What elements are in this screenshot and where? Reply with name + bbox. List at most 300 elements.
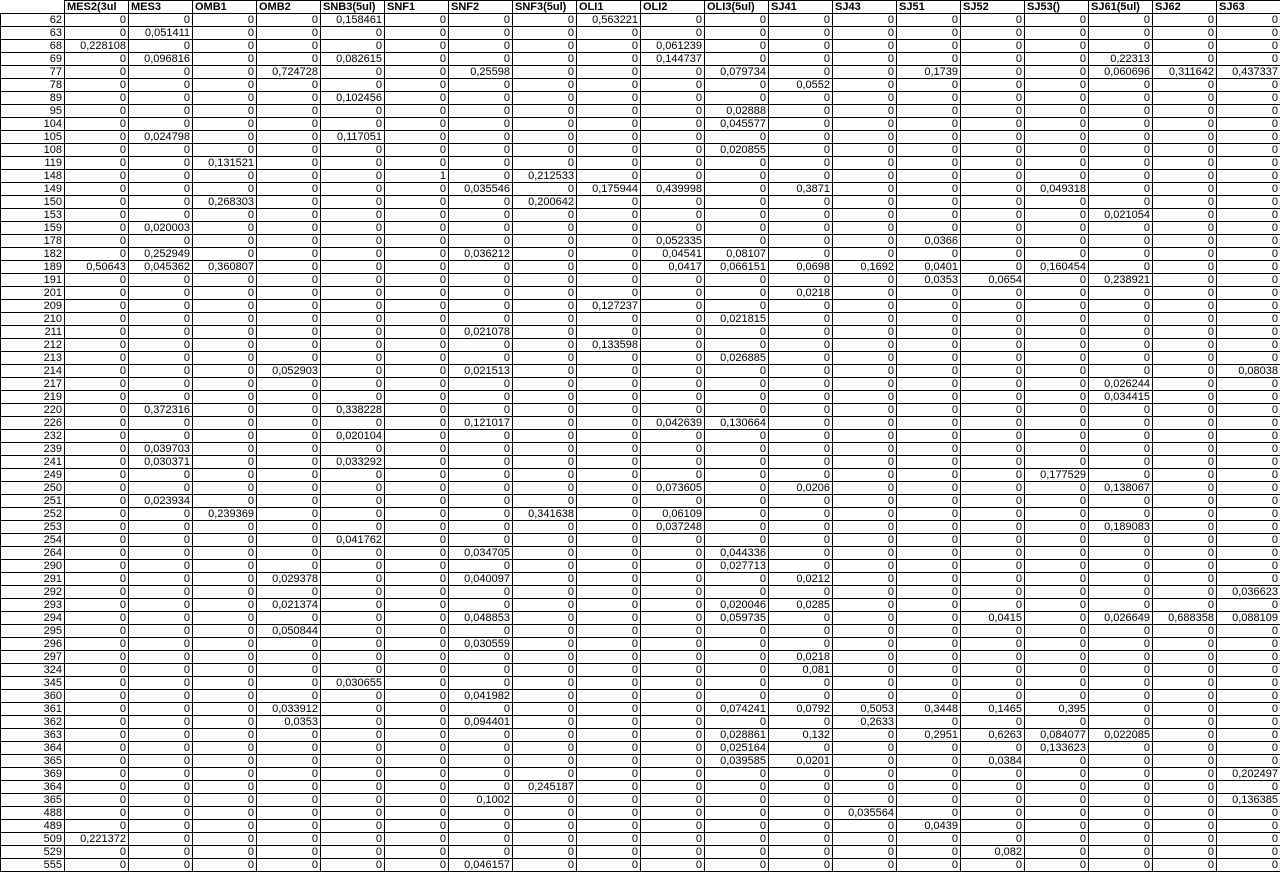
value-cell[interactable]: 0 [257,664,321,677]
value-cell[interactable]: 0 [513,248,577,261]
value-cell[interactable]: 0 [705,209,769,222]
value-cell[interactable]: 0 [961,482,1025,495]
row-id-cell[interactable]: 150 [1,196,65,209]
value-cell[interactable]: 0 [961,313,1025,326]
value-cell[interactable]: 0 [577,807,641,820]
value-cell[interactable]: 0 [385,417,449,430]
value-cell[interactable]: 0 [769,690,833,703]
value-cell[interactable]: 0 [705,170,769,183]
value-cell[interactable]: 0 [321,690,385,703]
value-cell[interactable]: 0 [769,391,833,404]
value-cell[interactable]: 0,0218 [769,651,833,664]
value-cell[interactable]: 0 [1217,547,1280,560]
value-cell[interactable]: 0 [129,391,193,404]
value-cell[interactable]: 0 [1217,131,1280,144]
value-cell[interactable]: 0 [1153,287,1217,300]
value-cell[interactable]: 0 [961,300,1025,313]
value-cell[interactable]: 0 [193,443,257,456]
value-cell[interactable]: 0 [705,716,769,729]
value-cell[interactable]: 0 [1025,586,1089,599]
row-id-cell[interactable]: 212 [1,339,65,352]
row-id-cell[interactable]: 297 [1,651,65,664]
value-cell[interactable]: 0 [1217,638,1280,651]
value-cell[interactable]: 0 [193,638,257,651]
value-cell[interactable]: 0 [897,443,961,456]
value-cell[interactable]: 0 [449,157,513,170]
value-cell[interactable]: 0 [1025,53,1089,66]
value-cell[interactable]: 0 [641,222,705,235]
value-cell[interactable]: 0 [1089,807,1153,820]
value-cell[interactable]: 0 [769,794,833,807]
value-cell[interactable]: 0,094401 [449,716,513,729]
value-cell[interactable]: 0 [257,547,321,560]
value-cell[interactable]: 0 [833,638,897,651]
value-cell[interactable]: 0 [961,53,1025,66]
value-cell[interactable]: 0 [65,794,129,807]
row-id-cell[interactable]: 239 [1,443,65,456]
value-cell[interactable]: 0 [449,287,513,300]
value-cell[interactable]: 0 [833,534,897,547]
value-cell[interactable]: 0 [1217,196,1280,209]
value-cell[interactable]: 0 [193,625,257,638]
value-cell[interactable]: 0 [513,313,577,326]
value-cell[interactable]: 0 [897,40,961,53]
value-cell[interactable]: 0 [897,469,961,482]
value-cell[interactable]: 0 [577,742,641,755]
value-cell[interactable]: 0,023934 [129,495,193,508]
value-cell[interactable]: 0 [1025,677,1089,690]
value-cell[interactable]: 0 [65,183,129,196]
value-cell[interactable]: 0,239369 [193,508,257,521]
value-cell[interactable]: 0 [449,40,513,53]
row-id-cell[interactable]: 226 [1,417,65,430]
row-id-cell[interactable]: 361 [1,703,65,716]
value-cell[interactable]: 0 [769,508,833,521]
value-cell[interactable]: 0 [321,846,385,859]
value-cell[interactable]: 0 [129,625,193,638]
value-cell[interactable]: 0 [833,40,897,53]
value-cell[interactable]: 0,3871 [769,183,833,196]
value-cell[interactable]: 0 [513,833,577,846]
value-cell[interactable]: 0 [769,716,833,729]
value-cell[interactable]: 0 [513,638,577,651]
value-cell[interactable]: 0 [1217,651,1280,664]
row-id-cell[interactable]: 77 [1,66,65,79]
value-cell[interactable]: 0 [641,833,705,846]
value-cell[interactable]: 0 [257,781,321,794]
value-cell[interactable]: 0 [705,456,769,469]
value-cell[interactable]: 0,051411 [129,27,193,40]
value-cell[interactable]: 0 [385,742,449,755]
value-cell[interactable]: 0 [513,690,577,703]
value-cell[interactable]: 0,030559 [449,638,513,651]
value-cell[interactable]: 0 [833,859,897,872]
value-cell[interactable]: 0 [1089,820,1153,833]
value-cell[interactable]: 0 [1089,664,1153,677]
value-cell[interactable]: 0 [641,456,705,469]
value-cell[interactable]: 0 [577,690,641,703]
value-cell[interactable]: 0,030655 [321,677,385,690]
value-cell[interactable]: 0 [1089,794,1153,807]
row-id-cell[interactable]: 119 [1,157,65,170]
value-cell[interactable]: 0 [193,40,257,53]
value-cell[interactable]: 0 [65,131,129,144]
value-cell[interactable]: 0,311642 [1153,66,1217,79]
value-cell[interactable]: 0 [449,651,513,664]
value-cell[interactable]: 0 [769,196,833,209]
value-cell[interactable]: 0 [321,599,385,612]
value-cell[interactable]: 0 [193,456,257,469]
value-cell[interactable]: 0 [577,27,641,40]
row-id-cell[interactable]: 488 [1,807,65,820]
value-cell[interactable]: 0 [1025,664,1089,677]
value-cell[interactable]: 0 [577,144,641,157]
value-cell[interactable]: 0 [961,131,1025,144]
value-cell[interactable]: 0 [449,235,513,248]
value-cell[interactable]: 0 [65,664,129,677]
value-cell[interactable]: 0,02888 [705,105,769,118]
value-cell[interactable]: 0 [769,40,833,53]
value-cell[interactable]: 0,041982 [449,690,513,703]
value-cell[interactable]: 0 [641,820,705,833]
value-cell[interactable]: 0 [129,274,193,287]
value-cell[interactable]: 0 [833,79,897,92]
value-cell[interactable]: 0 [705,781,769,794]
value-cell[interactable]: 0 [193,664,257,677]
value-cell[interactable]: 0,082615 [321,53,385,66]
value-cell[interactable]: 0 [769,612,833,625]
value-cell[interactable]: 0,08107 [705,248,769,261]
value-cell[interactable]: 0 [257,391,321,404]
value-cell[interactable]: 0 [1217,560,1280,573]
value-cell[interactable]: 0 [321,495,385,508]
value-cell[interactable]: 0,25598 [449,66,513,79]
value-cell[interactable]: 0 [1153,625,1217,638]
value-cell[interactable]: 0 [1153,742,1217,755]
value-cell[interactable]: 0 [577,131,641,144]
value-cell[interactable]: 0 [385,846,449,859]
value-cell[interactable]: 0 [1153,144,1217,157]
value-cell[interactable]: 0 [961,651,1025,664]
value-cell[interactable]: 0 [257,105,321,118]
row-id-cell[interactable]: 364 [1,781,65,794]
row-id-cell[interactable]: 62 [1,14,65,27]
value-cell[interactable]: 0 [65,144,129,157]
value-cell[interactable]: 0 [193,612,257,625]
value-cell[interactable]: 0 [385,326,449,339]
value-cell[interactable]: 0 [897,14,961,27]
value-cell[interactable]: 0 [1025,326,1089,339]
value-cell[interactable]: 0 [449,469,513,482]
value-cell[interactable]: 0 [833,404,897,417]
value-cell[interactable]: 0 [257,40,321,53]
value-cell[interactable]: 0 [449,755,513,768]
value-cell[interactable]: 0 [897,183,961,196]
value-cell[interactable]: 0 [65,456,129,469]
value-cell[interactable]: 0 [961,573,1025,586]
value-cell[interactable]: 0,131521 [193,157,257,170]
value-cell[interactable]: 0 [961,14,1025,27]
value-cell[interactable]: 0 [385,508,449,521]
column-header[interactable]: SNF3(5ul) [513,1,577,14]
value-cell[interactable]: 0 [513,625,577,638]
value-cell[interactable]: 0 [1153,690,1217,703]
value-cell[interactable]: 0 [1089,235,1153,248]
value-cell[interactable]: 0 [385,469,449,482]
value-cell[interactable]: 0 [577,313,641,326]
value-cell[interactable]: 0 [513,53,577,66]
value-cell[interactable]: 0 [705,664,769,677]
value-cell[interactable]: 0,252949 [129,248,193,261]
value-cell[interactable]: 0 [321,625,385,638]
value-cell[interactable]: 0 [1025,391,1089,404]
value-cell[interactable]: 0 [577,586,641,599]
value-cell[interactable]: 0 [705,287,769,300]
value-cell[interactable]: 0 [321,755,385,768]
value-cell[interactable]: 0 [705,807,769,820]
value-cell[interactable]: 0 [833,586,897,599]
value-cell[interactable]: 0 [577,677,641,690]
value-cell[interactable]: 0 [1153,586,1217,599]
value-cell[interactable]: 0 [129,352,193,365]
value-cell[interactable]: 0 [1217,170,1280,183]
value-cell[interactable]: 0 [833,66,897,79]
value-cell[interactable]: 0 [577,521,641,534]
value-cell[interactable]: 0 [129,469,193,482]
value-cell[interactable]: 0 [705,521,769,534]
value-cell[interactable]: 0 [1153,729,1217,742]
value-cell[interactable]: 0 [705,157,769,170]
value-cell[interactable]: 0 [449,92,513,105]
row-id-cell[interactable]: 89 [1,92,65,105]
value-cell[interactable]: 0 [961,352,1025,365]
value-cell[interactable]: 0 [833,846,897,859]
row-id-cell[interactable]: 182 [1,248,65,261]
value-cell[interactable]: 0,0201 [769,755,833,768]
value-cell[interactable]: 0 [193,404,257,417]
value-cell[interactable]: 0 [1217,703,1280,716]
corner-cell[interactable] [1,1,65,14]
value-cell[interactable]: 0 [1217,287,1280,300]
value-cell[interactable]: 0 [897,534,961,547]
column-header[interactable]: SJ52 [961,1,1025,14]
value-cell[interactable]: 0 [1025,274,1089,287]
value-cell[interactable]: 0 [257,430,321,443]
value-cell[interactable]: 0 [897,222,961,235]
value-cell[interactable]: 0 [641,157,705,170]
value-cell[interactable]: 0 [513,339,577,352]
value-cell[interactable]: 0 [65,430,129,443]
value-cell[interactable]: 0 [193,105,257,118]
value-cell[interactable]: 0,021374 [257,599,321,612]
value-cell[interactable]: 0 [257,521,321,534]
value-cell[interactable]: 0 [129,859,193,872]
value-cell[interactable]: 0 [193,53,257,66]
value-cell[interactable]: 0 [1025,417,1089,430]
value-cell[interactable]: 0 [257,157,321,170]
value-cell[interactable]: 0 [513,573,577,586]
value-cell[interactable]: 0 [1217,27,1280,40]
value-cell[interactable]: 0 [385,66,449,79]
value-cell[interactable]: 0 [129,716,193,729]
value-cell[interactable]: 0 [1089,14,1153,27]
value-cell[interactable]: 0 [641,534,705,547]
value-cell[interactable]: 0,074241 [705,703,769,716]
value-cell[interactable]: 0,081 [769,664,833,677]
value-cell[interactable]: 0 [321,768,385,781]
value-cell[interactable]: 0 [385,716,449,729]
value-cell[interactable]: 0 [577,365,641,378]
value-cell[interactable]: 0,0366 [897,235,961,248]
value-cell[interactable]: 0 [641,443,705,456]
value-cell[interactable]: 0 [641,781,705,794]
value-cell[interactable]: 0 [641,716,705,729]
value-cell[interactable]: 0 [65,170,129,183]
value-cell[interactable]: 0 [449,833,513,846]
value-cell[interactable]: 0 [257,92,321,105]
value-cell[interactable]: 0 [1153,521,1217,534]
value-cell[interactable]: 0 [321,781,385,794]
value-cell[interactable]: 0 [641,300,705,313]
row-id-cell[interactable]: 291 [1,573,65,586]
value-cell[interactable]: 0 [1025,495,1089,508]
value-cell[interactable]: 0,052903 [257,365,321,378]
value-cell[interactable]: 0 [1025,443,1089,456]
value-cell[interactable]: 0 [577,560,641,573]
value-cell[interactable]: 0 [1153,638,1217,651]
value-cell[interactable]: 0 [641,703,705,716]
value-cell[interactable]: 0,042639 [641,417,705,430]
row-id-cell[interactable]: 250 [1,482,65,495]
value-cell[interactable]: 0 [257,846,321,859]
value-cell[interactable]: 0 [193,781,257,794]
value-cell[interactable]: 0 [1217,599,1280,612]
value-cell[interactable]: 0 [513,157,577,170]
value-cell[interactable]: 0 [705,53,769,66]
value-cell[interactable]: 0 [1217,495,1280,508]
value-cell[interactable]: 0 [897,131,961,144]
value-cell[interactable]: 0 [129,14,193,27]
value-cell[interactable]: 0 [1153,40,1217,53]
value-cell[interactable]: 0 [1089,79,1153,92]
value-cell[interactable]: 0 [897,456,961,469]
value-cell[interactable]: 0 [1153,131,1217,144]
value-cell[interactable]: 0 [513,391,577,404]
value-cell[interactable]: 0 [961,560,1025,573]
value-cell[interactable]: 0 [385,183,449,196]
value-cell[interactable]: 0 [1153,248,1217,261]
value-cell[interactable]: 0 [321,40,385,53]
value-cell[interactable]: 0 [1025,820,1089,833]
value-cell[interactable]: 0 [1089,326,1153,339]
value-cell[interactable]: 0 [449,79,513,92]
value-cell[interactable]: 0 [1089,170,1153,183]
value-cell[interactable]: 0 [1089,859,1153,872]
row-id-cell[interactable]: 201 [1,287,65,300]
row-id-cell[interactable]: 365 [1,755,65,768]
value-cell[interactable]: 0 [1217,534,1280,547]
value-cell[interactable]: 0 [385,534,449,547]
value-cell[interactable]: 0 [193,339,257,352]
value-cell[interactable]: 0 [897,196,961,209]
row-id-cell[interactable]: 149 [1,183,65,196]
value-cell[interactable]: 0 [641,677,705,690]
value-cell[interactable]: 0 [65,66,129,79]
value-cell[interactable]: 0 [1025,768,1089,781]
value-cell[interactable]: 0 [833,482,897,495]
value-cell[interactable]: 0 [961,183,1025,196]
value-cell[interactable]: 0 [1217,300,1280,313]
row-id-cell[interactable]: 489 [1,820,65,833]
value-cell[interactable]: 0 [769,807,833,820]
value-cell[interactable]: 0 [1025,859,1089,872]
value-cell[interactable]: 0 [641,794,705,807]
value-cell[interactable]: 0 [833,300,897,313]
value-cell[interactable]: 0 [897,79,961,92]
value-cell[interactable]: 0 [1089,638,1153,651]
value-cell[interactable]: 0 [1153,859,1217,872]
value-cell[interactable]: 0 [897,417,961,430]
value-cell[interactable]: 0 [449,508,513,521]
value-cell[interactable]: 0 [1025,378,1089,391]
value-cell[interactable]: 0 [961,79,1025,92]
value-cell[interactable]: 0 [1089,131,1153,144]
value-cell[interactable]: 0 [257,807,321,820]
value-cell[interactable]: 0 [769,274,833,287]
value-cell[interactable]: 0 [321,274,385,287]
value-cell[interactable]: 0 [321,742,385,755]
value-cell[interactable]: 0 [193,417,257,430]
value-cell[interactable]: 0 [1153,378,1217,391]
value-cell[interactable]: 0 [577,417,641,430]
row-id-cell[interactable]: 369 [1,768,65,781]
value-cell[interactable]: 0 [257,768,321,781]
value-cell[interactable]: 0 [705,326,769,339]
value-cell[interactable]: 0 [1153,430,1217,443]
value-cell[interactable]: 0,0654 [961,274,1025,287]
value-cell[interactable]: 0 [193,573,257,586]
value-cell[interactable]: 0 [833,326,897,339]
value-cell[interactable]: 0 [833,222,897,235]
value-cell[interactable]: 0 [833,690,897,703]
value-cell[interactable]: 0 [833,170,897,183]
value-cell[interactable]: 0 [321,651,385,664]
value-cell[interactable]: 0 [705,378,769,391]
value-cell[interactable]: 0 [449,53,513,66]
value-cell[interactable]: 0 [129,157,193,170]
value-cell[interactable]: 0 [65,196,129,209]
value-cell[interactable]: 0 [193,846,257,859]
value-cell[interactable]: 0,238921 [1089,274,1153,287]
value-cell[interactable]: 0 [769,313,833,326]
value-cell[interactable]: 0 [65,417,129,430]
value-cell[interactable]: 0 [1153,222,1217,235]
value-cell[interactable]: 0 [641,430,705,443]
value-cell[interactable]: 0 [129,339,193,352]
value-cell[interactable]: 0 [641,742,705,755]
value-cell[interactable]: 0 [193,66,257,79]
value-cell[interactable]: 0,0212 [769,573,833,586]
value-cell[interactable]: 0 [1025,534,1089,547]
value-cell[interactable]: 0,0439 [897,820,961,833]
value-cell[interactable]: 0 [257,612,321,625]
value-cell[interactable]: 0 [193,859,257,872]
value-cell[interactable]: 0 [1089,469,1153,482]
value-cell[interactable]: 0 [1025,131,1089,144]
value-cell[interactable]: 0 [257,690,321,703]
value-cell[interactable]: 0 [833,651,897,664]
value-cell[interactable]: 0 [193,755,257,768]
